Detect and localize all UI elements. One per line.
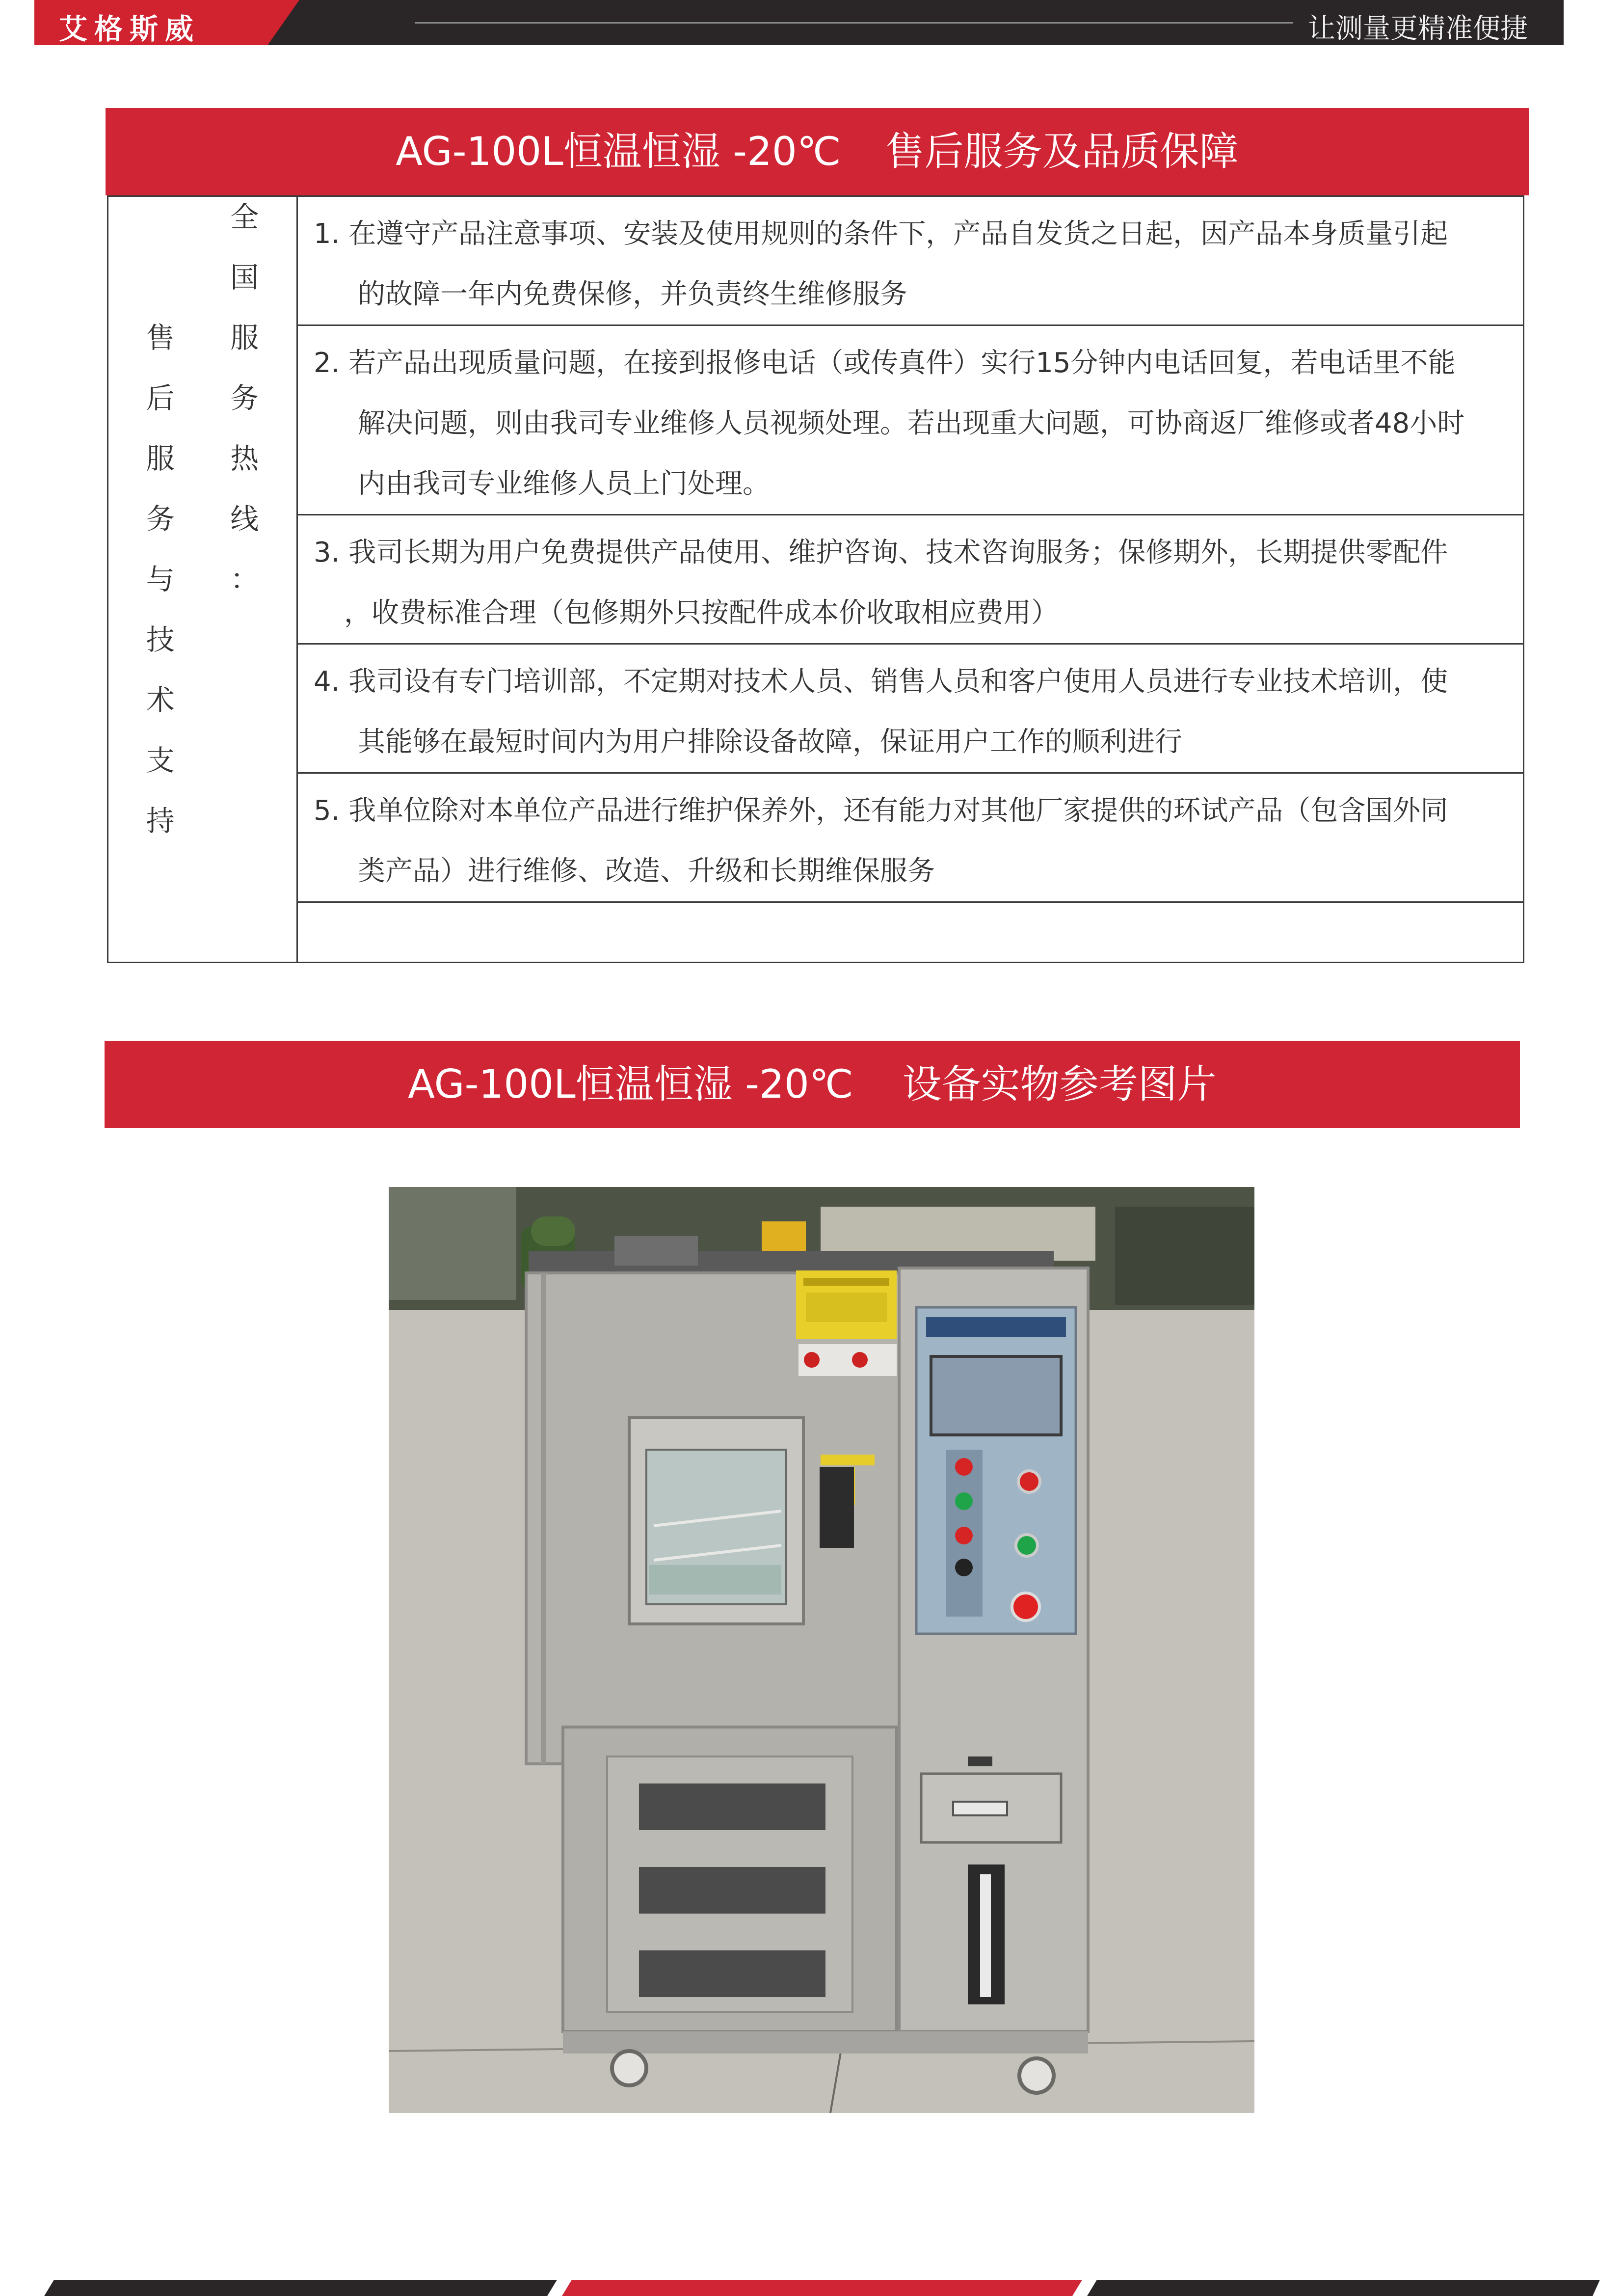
- service-item: [297, 644, 1524, 773]
- section-model-label: AG-100L恒温恒湿 -20℃: [408, 1061, 853, 1107]
- header-divider-line: [415, 22, 1293, 24]
- service-item-text: 其能够在最短时间内为用户排除设备故障，保证用户工作的顺利进行: [358, 726, 1182, 758]
- service-item: [297, 325, 1524, 515]
- service-side-label: [108, 196, 297, 963]
- service-item-text: ，收费标准合理（包修期外只按配件成本价收取相应费用）: [344, 597, 1059, 629]
- service-table: [107, 195, 1524, 963]
- service-item-text: 4. 我司设有专门培训部，不定期对技术人员、销售人员和客户使用人员进行专业技术培训，使: [314, 666, 1448, 698]
- service-item-text: 内由我司专业维修人员上门处理。: [358, 468, 770, 500]
- section-heading: 设备实物参考图片: [902, 1061, 1217, 1107]
- side-label-after-sales: 售 后 服 务 与 技 术 支 持: [146, 321, 175, 837]
- service-item-text: 1. 在遵守产品注意事项、安装及使用规则的条件下，产品自发货之日起，因产品本身质量引起: [314, 218, 1448, 250]
- service-item-text: 的故障一年内免费保修，并负责终生维修服务: [358, 278, 907, 310]
- equipment-photo: [389, 1187, 1254, 2113]
- brand-name: 艾格斯威: [59, 12, 201, 46]
- service-item-text: 解决问题，则由我司专业维修人员视频处理。若出现重大问题，可协商返厂维修或者48小时: [358, 407, 1465, 439]
- section-model-label: AG-100L恒温恒湿 -20℃: [396, 129, 841, 174]
- service-item: [297, 196, 1524, 325]
- service-item-text: 3. 我司长期为用户免费提供产品使用、维护咨询、技术咨询服务；保修期外，长期提供零配件: [314, 537, 1448, 568]
- service-item-empty: [297, 902, 1524, 963]
- chamber-illustration: [389, 1187, 1254, 2113]
- section-title-service: [106, 108, 1529, 195]
- header-slogan: 让测量更精准便捷: [1308, 13, 1528, 45]
- service-item-text: 2. 若产品出现质量问题，在接到报修电话（或传真件）实行15分钟内电话回复，若电话里不能: [314, 347, 1456, 379]
- service-item: [297, 515, 1524, 644]
- service-item-text: 5. 我单位除对本单位产品进行维护保养外，还有能力对其他厂家提供的环试产品（包含国外同: [314, 795, 1448, 827]
- side-label-hotline: 全 国 服 务 热 线 ：: [230, 200, 259, 596]
- section-heading: 售后服务及品质保障: [885, 129, 1239, 174]
- bottom-decor-bar: [0, 2280, 1623, 2296]
- section-title-photo: [105, 1041, 1520, 1128]
- service-item: [297, 773, 1524, 902]
- vent-grills: [639, 1783, 825, 1997]
- service-item-text: 类产品）进行维修、改造、升级和长期维保服务: [358, 855, 935, 887]
